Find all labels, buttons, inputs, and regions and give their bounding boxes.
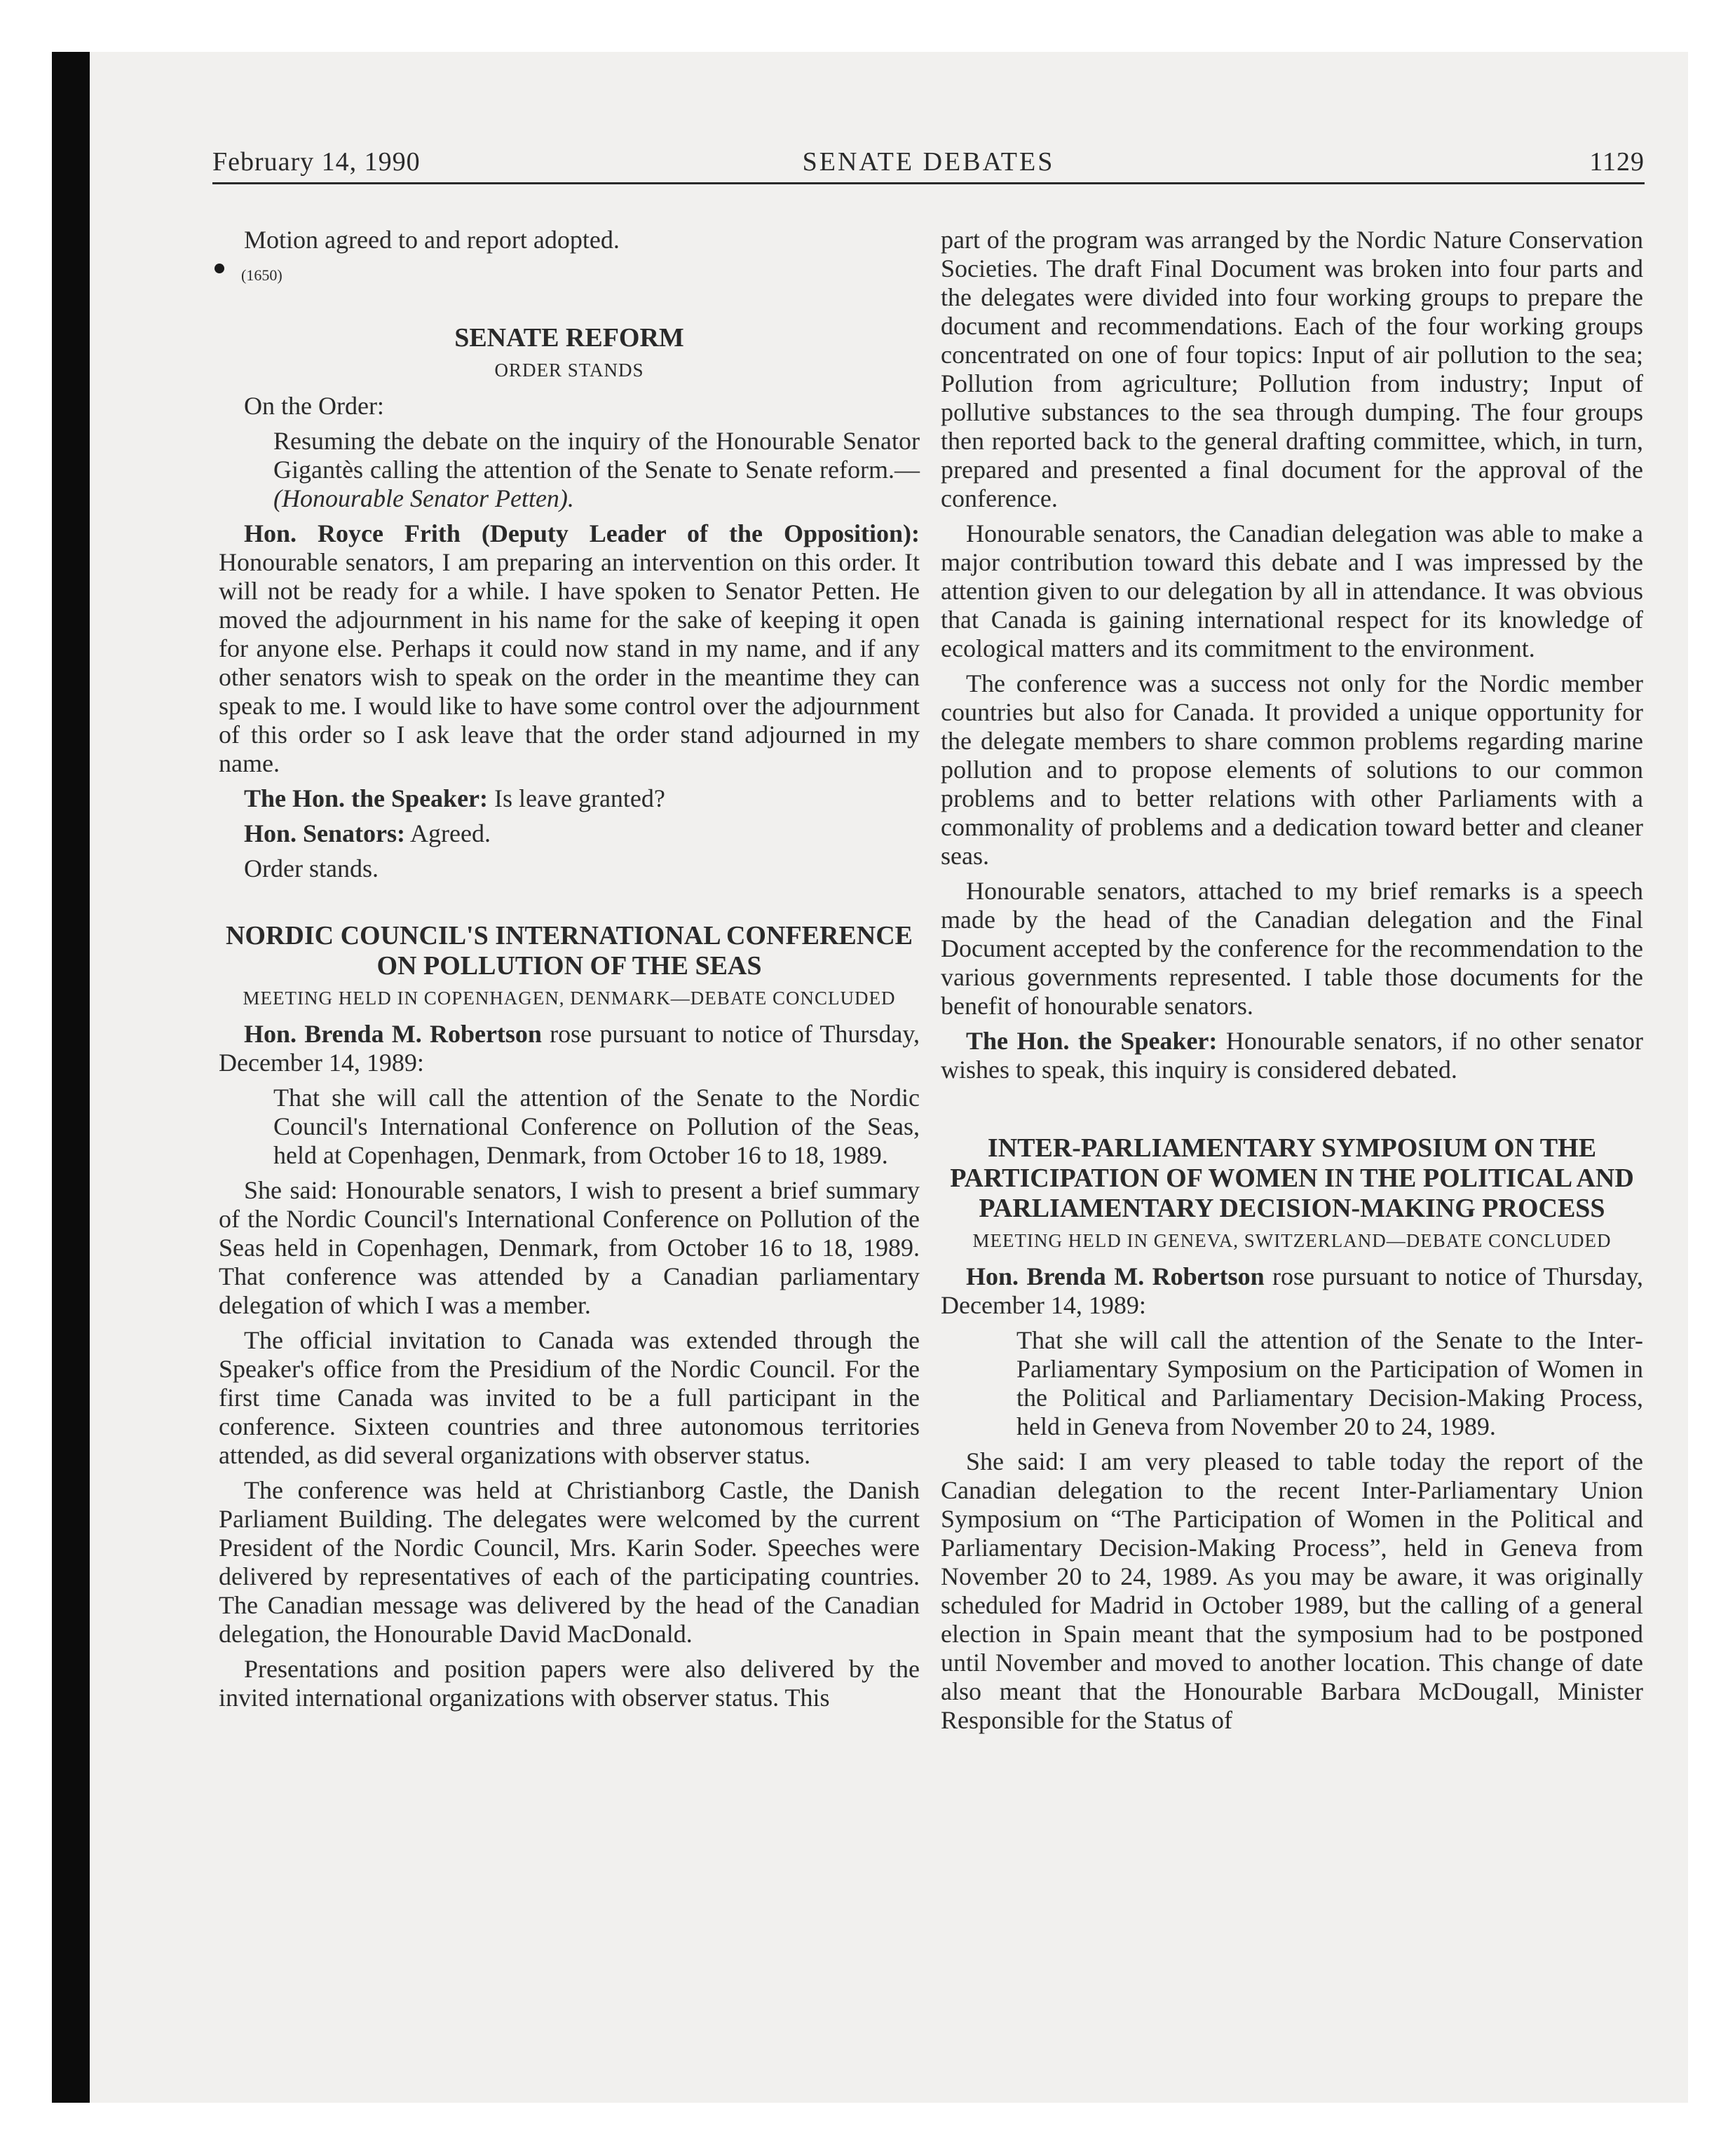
speaker-robertson: Hon. Brenda M. Robertson xyxy=(244,1020,542,1048)
speaker-question xyxy=(219,784,920,813)
paragraph-contribution: Honourable senators, the Canadian delegation was able to make a major contribution toward this debate and I was impressed by the attention given to our delegation by all in attendance. It was obvious that Canada is gaining international respect for its knowledge of ecological matters and its commitment to the environment. xyxy=(941,519,1643,662)
scan-edge-bar xyxy=(52,52,90,2103)
page-number: 1129 xyxy=(1589,147,1645,177)
section-heading-senate-reform: SENATE REFORM xyxy=(454,323,684,353)
order-attribution: (Honourable Senator Petten). xyxy=(273,484,574,512)
section-heading-nordic-council: NORDIC COUNCIL'S INTERNATIONAL CONFERENCE ON POLLUTION OF THE SEAS xyxy=(225,921,913,981)
section-heading-inter-parliamentary: INTER-PARLIAMENTARY SYMPOSIUM ON THE PARTICIPATION OF WOMEN IN THE POLITICAL AND PARLIAMENTARY DECISION-MAKING PROCESS xyxy=(950,1133,1634,1223)
right-column xyxy=(941,226,1643,1741)
paragraph-she-said: She said: Honourable senators, I wish to present a brief summary of the Nordic Council's International Conference on Pollution of the Seas held in Copenhagen, Denmark, from October 16 to 18, 1989. That conference was attended by a Canadian parliamentary delegation of which I was a member. xyxy=(219,1176,920,1319)
running-header xyxy=(212,144,1645,184)
bullet-icon xyxy=(215,264,224,273)
senators-reply-text: Agreed. xyxy=(410,819,491,847)
robertson-notice-text-2: rose pursuant to notice of Thursday, December 14, 1989: xyxy=(941,1262,1643,1319)
paragraph-invitation: The official invitation to Canada was extended through the Speaker's office from the Presidium of the Nordic Council. For the first time Canada was invited to be a full participant in the conference. Sixteen countries and three autonomous territories attended, as did several organizations with observer status. xyxy=(219,1326,920,1469)
paragraph-success: The conference was a success not only for the Nordic member countries but also for Canada. It provided a unique opportunity for the delegate members to share common problems regarding marine pollution and to propose elements of solutions to our common problems and to better relations with other Parliaments with a commonality of problems and a dedication toward better and cleaner seas. xyxy=(941,669,1643,870)
speaker-label-2: The Hon. the Speaker: xyxy=(966,1027,1218,1055)
motion-agreed: Motion agreed to and report adopted. xyxy=(244,226,620,254)
paragraph-presentations: Presentations and position papers were also delivered by the invited international organizations with observer status. This xyxy=(219,1655,920,1712)
order-stands: Order stands. xyxy=(244,854,379,882)
speaker-label: The Hon. the Speaker: xyxy=(244,784,489,812)
paragraph-castle: The conference was held at Christianborg Castle, the Danish Parliament Building. The delegates were welcomed by the current President of the Nordic Council, Mrs. Karin Soder. Speeches were delivered by representatives of each of the participating countries. The Canadian message was delivered by the head of the Canadian delegation, the Honourable David MacDonald. xyxy=(219,1476,920,1648)
senators-reply xyxy=(219,819,920,848)
order-text xyxy=(273,427,920,513)
speaker-conclusion xyxy=(941,1027,1643,1084)
section-subheading-order-stands: ORDER STANDS xyxy=(494,360,644,381)
senators-label: Hon. Senators: xyxy=(244,819,406,847)
time-marker xyxy=(219,261,920,289)
speaker-frith: Hon. Royce Frith (Deputy Leader of the Opposition): xyxy=(244,519,920,547)
robertson-notice-intro-2 xyxy=(941,1262,1643,1320)
section-subheading-copenhagen: MEETING HELD IN COPENHAGEN, DENMARK—DEBATE CONCLUDED xyxy=(243,988,896,1009)
on-the-order: On the Order: xyxy=(244,392,384,420)
robertson-notice-text: rose pursuant to notice of Thursday, December 14, 1989: xyxy=(219,1020,920,1077)
header-title: SENATE DEBATES xyxy=(802,147,1055,177)
frith-speech xyxy=(219,519,920,778)
notice-nordic: That she will call the attention of the Senate to the Nordic Council's International Conference on Pollution of the Seas, held at Copenhagen, Denmark, from October 16 to 18, 1989. xyxy=(273,1084,920,1169)
header-date: February 14, 1990 xyxy=(212,147,421,177)
robertson-notice-intro xyxy=(219,1020,920,1077)
paragraph-she-said-2: She said: I am very pleased to table today the report of the Canadian delegation to the recent Inter-Parliamentary Union Symposium on “The Participation of Women in the Political and Parliamentary Decision-Making Process”, held in Geneva from November 20 to 24, 1989. As you may be aware, it was originally scheduled for Madrid in October 1989, but the calling of a general election in Spain meant that the symposium had to be postponed until November and moved to another location. This change of date also meant that the Honourable Barbara McDougall, Minister Responsible for the Status of xyxy=(941,1447,1643,1734)
speaker-conclusion-text: Honourable senators, if no other senator wishes to speak, this inquiry is considered debated. xyxy=(941,1027,1644,1084)
notice-symposium: That she will call the attention of the Senate to the Inter-Parliamentary Symposium on the Participation of Women in the Political and Parliamentary Decision-Making Process, held in Geneva from November 20 to 24, 1989. xyxy=(1016,1326,1643,1440)
section-subheading-geneva: MEETING HELD IN GENEVA, SWITZERLAND—DEBATE CONCLUDED xyxy=(972,1230,1612,1251)
order-text-body: Resuming the debate on the inquiry of the Honourable Senator Gigantès calling the attention of the Senate to Senate reform.— xyxy=(273,427,920,484)
speaker-question-text: Is leave granted? xyxy=(494,784,665,812)
speaker-robertson-2: Hon. Brenda M. Robertson xyxy=(966,1262,1265,1290)
paragraph-program: part of the program was arranged by the Nordic Nature Conservation Societies. The draft Final Document was broken into four parts and the delegates were divided into four working groups to prepare the document and recommendations. Each of the four working groups concentrated on one of four topics: Input of air pollution to the sea; Pollution from agriculture; Pollution from industry; Input of pollutive substances to the sea through dumping. The four groups then reported back to the general drafting committee, which, in turn, prepared and presented a final document for the approval of the conference. xyxy=(941,226,1643,512)
left-column xyxy=(219,226,920,1719)
paragraph-attached: Honourable senators, attached to my brief remarks is a speech made by the head of the Canadian delegation and the Final Document accepted by the conference for the recommendation to the various governments represented. I table those documents for the benefit of honourable senators. xyxy=(941,877,1643,1020)
frith-text: Honourable senators, I am preparing an intervention on this order. It will not be ready for a while. I have spoken to Senator Petten. He moved the adjournment in his name for the sake of keeping it open for anyone else. Perhaps it could now stand in my name, and if any other senators wish to speak on the order in the meantime they can speak to me. I would like to have some control over the adjournment of this order so I ask leave that the order stand adjourned in my name. xyxy=(219,548,920,777)
time-marker-text: (1650) xyxy=(241,266,283,284)
